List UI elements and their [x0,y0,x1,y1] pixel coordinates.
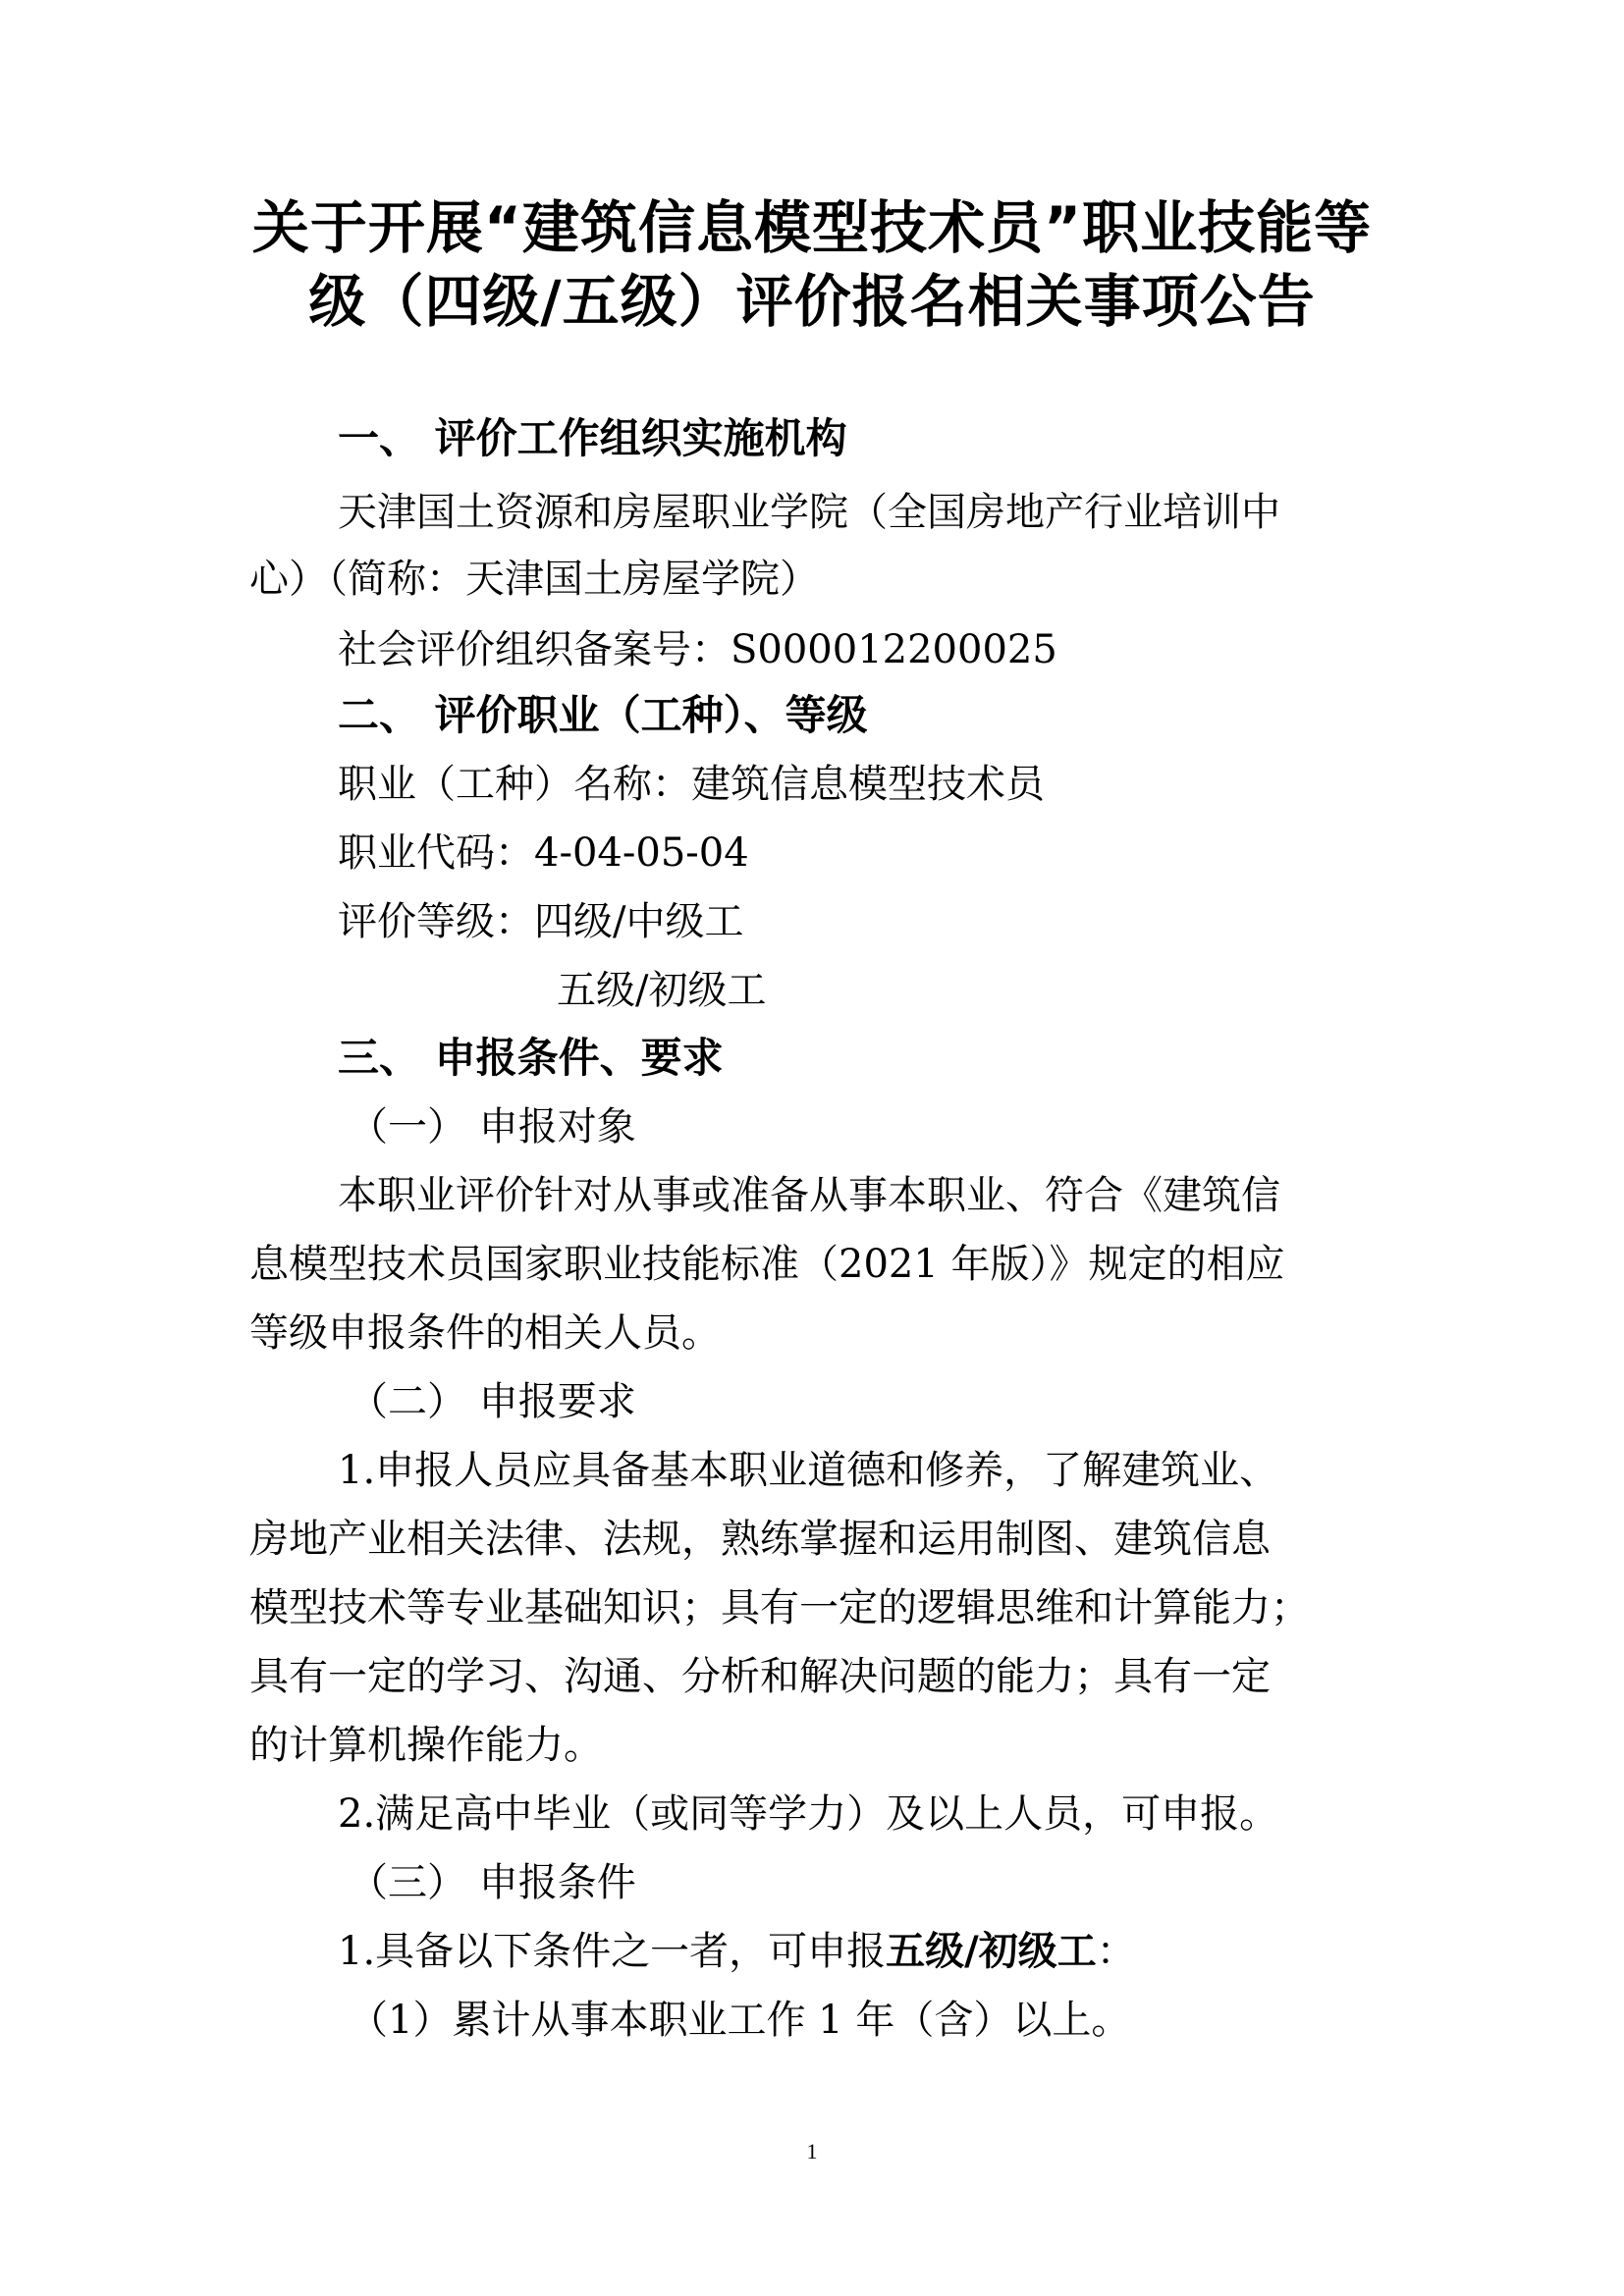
record-number: 社会评价组织备案号：S000012200025 [338,627,1057,672]
evaluation-level: 评价等级：四级/中级工 [338,899,744,944]
requirement-1-line-5: 的计算机操作能力。 [249,1723,603,1768]
org-name-line-1: 天津国土资源和房屋职业学院（全国房地产行业培训中 [338,490,1280,535]
condition-1-item-1: （1）累计从事本职业工作 1 年（含）以上。 [349,1998,1131,2043]
section-heading-1: 一、 评价工作组织实施机构 [338,414,847,462]
condition-1-level: 五级/初级工 [886,1929,1097,1974]
condition-1 [338,1928,1136,1975]
section-heading-2: 二、 评价职业（工种）、等级 [338,691,868,739]
target-paragraph-line-1: 本职业评价针对从事或准备从事本职业、符合《建筑信 [338,1173,1280,1218]
evaluation-level-2: 五级/初级工 [557,968,767,1013]
requirement-1-line-3: 模型技术等专业基础知识；具有一定的逻辑思维和计算能力； [249,1585,1310,1630]
page-number: 1 [806,2139,818,2163]
condition-1-suffix: ： [1096,1929,1136,1974]
org-name-line-2: 心）（简称：天津国土房屋学院） [249,557,819,602]
subsection-heading-2: （二） 申报要求 [349,1379,636,1424]
requirement-1-line-1: 1.申报人员应具备基本职业道德和修养，了解建筑业、 [338,1448,1279,1493]
section-heading-3: 三、 申报条件、要求 [338,1034,724,1082]
occupation-name: 职业（工种）名称：建筑信息模型技术员 [338,762,1045,807]
requirement-2: 2.满足高中毕业（或同等学力）及以上人员，可申报。 [338,1791,1279,1837]
target-paragraph-line-2: 息模型技术员国家职业技能标准（2021 年版）》规定的相应 [249,1242,1285,1287]
requirement-1-line-2: 房地产业相关法律、法规，熟练掌握和运用制图、建筑信息 [249,1517,1271,1562]
condition-1-prefix: 1.具备以下条件之一者，可申报 [338,1929,887,1974]
requirement-1-line-4: 具有一定的学习、沟通、分析和解决问题的能力；具有一定 [249,1654,1271,1699]
target-paragraph-line-3: 等级申报条件的相关人员。 [249,1310,721,1356]
document-title-line-1: 关于开展“建筑信息模型技术员”职业技能等 [251,194,1373,261]
document-title-line-2: 级（四级/五级）评价报名相关事项公告 [308,268,1316,335]
subsection-heading-1: （一） 申报对象 [349,1104,636,1149]
occupation-code: 职业代码：4-04-05-04 [338,830,749,876]
subsection-heading-3: （三） 申报条件 [349,1860,636,1905]
